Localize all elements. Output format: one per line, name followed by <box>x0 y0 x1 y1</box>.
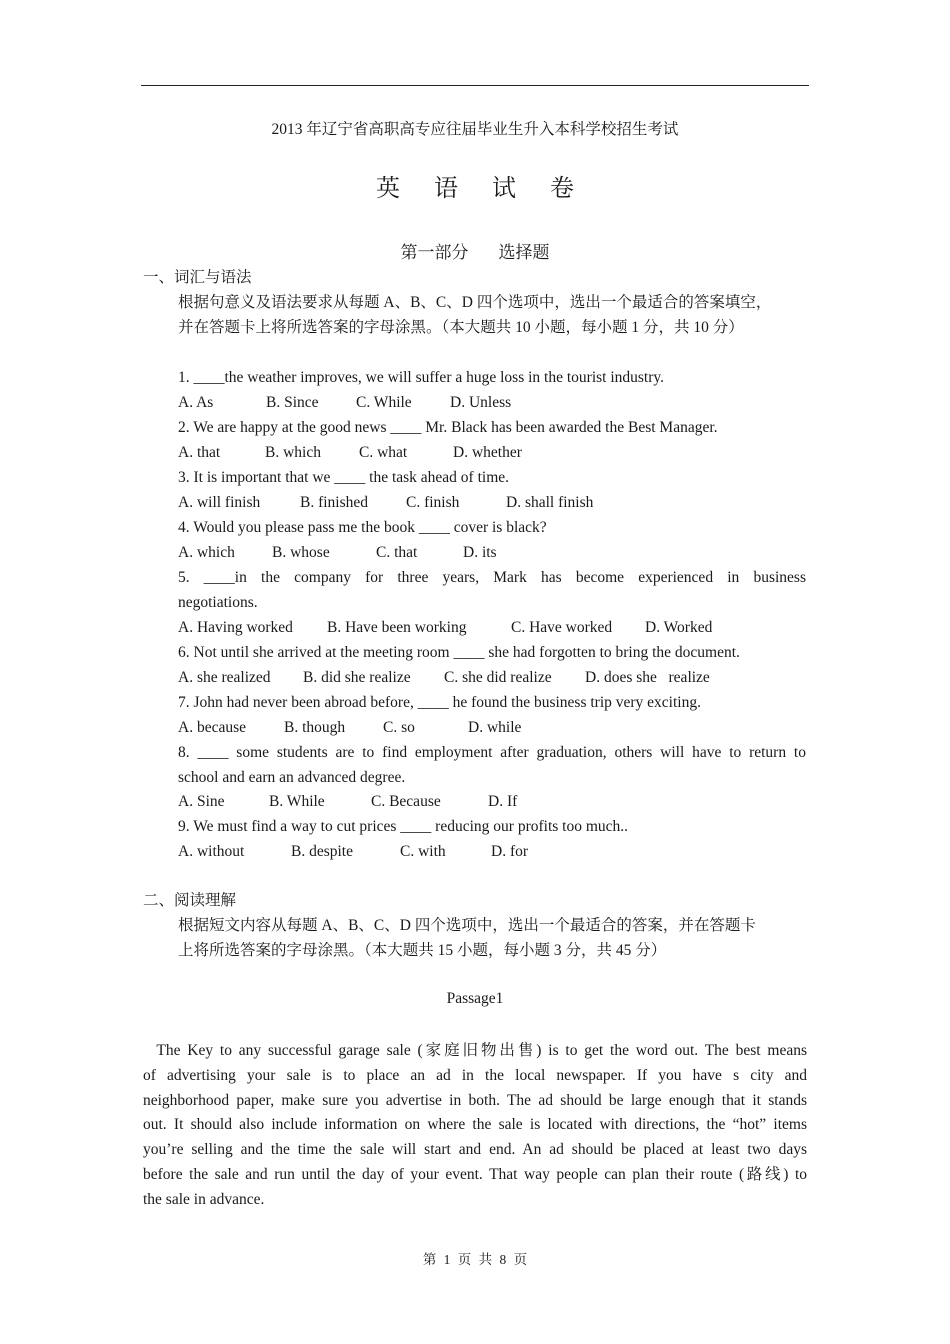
question-5-stem-cont: negotiations. <box>178 594 258 611</box>
question-4-stem: 4. Would you please pass me the book ____ cover is black? <box>178 519 547 536</box>
section1-instruction-cont: 并在答题卡上将所选答案的字母涂黑。（本大题共 10 小题，每小题 1 分，共 10 分） <box>178 319 744 336</box>
option: A. As <box>178 394 214 411</box>
question-4-options <box>178 543 497 563</box>
option: B. Since <box>266 394 319 411</box>
passage-title: Passage1 <box>446 990 504 1007</box>
option: B. despite <box>291 843 353 860</box>
question-5-options <box>178 618 712 638</box>
option: D. Unless <box>450 394 512 411</box>
passage-line: The Key to any successful garage sale (家庭旧物出售) is to get the word out. The best means <box>143 1042 807 1059</box>
passage-line: neighborhood paper, make sure you advertise in both. The ad should be large enough that it stands <box>143 1092 807 1109</box>
option: A. that <box>178 444 221 461</box>
section1-heading: 一、词汇与语法 <box>143 269 252 286</box>
question-9-options <box>178 842 528 862</box>
passage-line: of advertising your sale is to place an ad in the local newspaper. If you have s city and <box>143 1067 807 1084</box>
option: C. Because <box>371 793 441 810</box>
option: A. Sine <box>178 793 225 810</box>
question-6-stem: 6. Not until she arrived at the meeting room ____ she had forgotten to bring the document. <box>178 644 740 661</box>
header-rule <box>141 85 809 86</box>
question-1-options <box>178 393 511 413</box>
option: C. While <box>356 394 412 411</box>
option: D. while <box>468 719 522 736</box>
option: C. finish <box>406 494 460 511</box>
option: A. which <box>178 544 235 561</box>
option: D. its <box>463 544 497 561</box>
option: A. will finish <box>178 494 261 511</box>
section2-heading: 二、阅读理解 <box>143 892 237 909</box>
passage-line: the sale in advance. <box>143 1191 265 1208</box>
question-6-options <box>178 668 710 688</box>
option: A. Having worked <box>178 619 293 636</box>
page-number: 第 1 页 共 8 页 <box>422 1252 528 1267</box>
option: C. Have worked <box>511 619 613 636</box>
question-9-stem: 9. We must find a way to cut prices ____ reducing our profits too much.. <box>178 818 629 835</box>
exam-title: 2013 年辽宁省高职高专应往届毕业生升入本科学校招生考试 <box>271 121 679 138</box>
option: D. for <box>491 843 529 860</box>
option: C. she did realize <box>444 669 552 686</box>
option: B. did she realize <box>303 669 411 686</box>
option: B. whose <box>272 544 330 561</box>
option: D. If <box>488 793 518 810</box>
option: C. what <box>359 444 408 461</box>
option: B. Have been working <box>327 619 467 636</box>
part-label: 第一部分 <box>400 243 469 262</box>
question-5-stem: 5. ____in the company for three years, Mark has become experienced in business <box>178 569 806 586</box>
subject-title: 英 语 试 卷 <box>376 176 588 202</box>
option: B. finished <box>300 494 369 511</box>
question-3-options <box>178 493 593 513</box>
option: D. shall finish <box>506 494 594 511</box>
option: C. that <box>376 544 418 561</box>
option: D. Worked <box>645 619 713 636</box>
question-8-stem: 8. ____ some students are to find employment after graduation, others will have to return to <box>178 744 806 761</box>
option: C. so <box>383 719 415 736</box>
question-2-stem: 2. We are happy at the good news ____ Mr. Black has been awarded the Best Manager. <box>178 419 718 436</box>
section2-instruction-cont: 上将所选答案的字母涂黑。（本大题共 15 小题，每小题 3 分，共 45 分） <box>178 942 667 959</box>
question-1-stem: 1. ____the weather improves, we will suffer a huge loss in the tourist industry. <box>178 369 665 386</box>
question-2-options <box>178 443 522 463</box>
question-8-options <box>178 792 517 812</box>
passage-line: before the sale and run until the day of your event. That way people can plan their route (路线) to <box>143 1166 807 1183</box>
question-3-stem: 3. It is important that we ____ the task ahead of time. <box>178 469 510 486</box>
part-heading <box>0 238 950 263</box>
passage-line: you’re selling and the time the sale will start and end. An ad should be placed at least two days <box>143 1141 807 1158</box>
option: D. does she realize <box>585 669 710 686</box>
option: C. with <box>400 843 446 860</box>
option: B. which <box>265 444 321 461</box>
option: A. because <box>178 719 246 736</box>
option: B. though <box>284 719 346 736</box>
section2-instruction: 根据短文内容从每题 A、B、C、D 四个选项中，选出一个最适合的答案，并在答题卡 <box>178 917 756 934</box>
option: D. whether <box>453 444 522 461</box>
option: A. without <box>178 843 245 860</box>
passage-line: out. It should also include information on where the sale is located with directions, the “hot” items <box>143 1116 807 1133</box>
question-7-stem: 7. John had never been abroad before, ____ he found the business trip very exciting. <box>178 694 701 711</box>
section1-instruction: 根据句意义及语法要求从每题 A、B、C、D 四个选项中，选出一个最适合的答案填空， <box>178 294 772 311</box>
question-8-stem-cont: school and earn an advanced degree. <box>178 769 406 786</box>
option: A. she realized <box>178 669 271 686</box>
question-7-options <box>178 718 521 738</box>
part-name: 选择题 <box>498 243 550 262</box>
option: B. While <box>269 793 325 810</box>
